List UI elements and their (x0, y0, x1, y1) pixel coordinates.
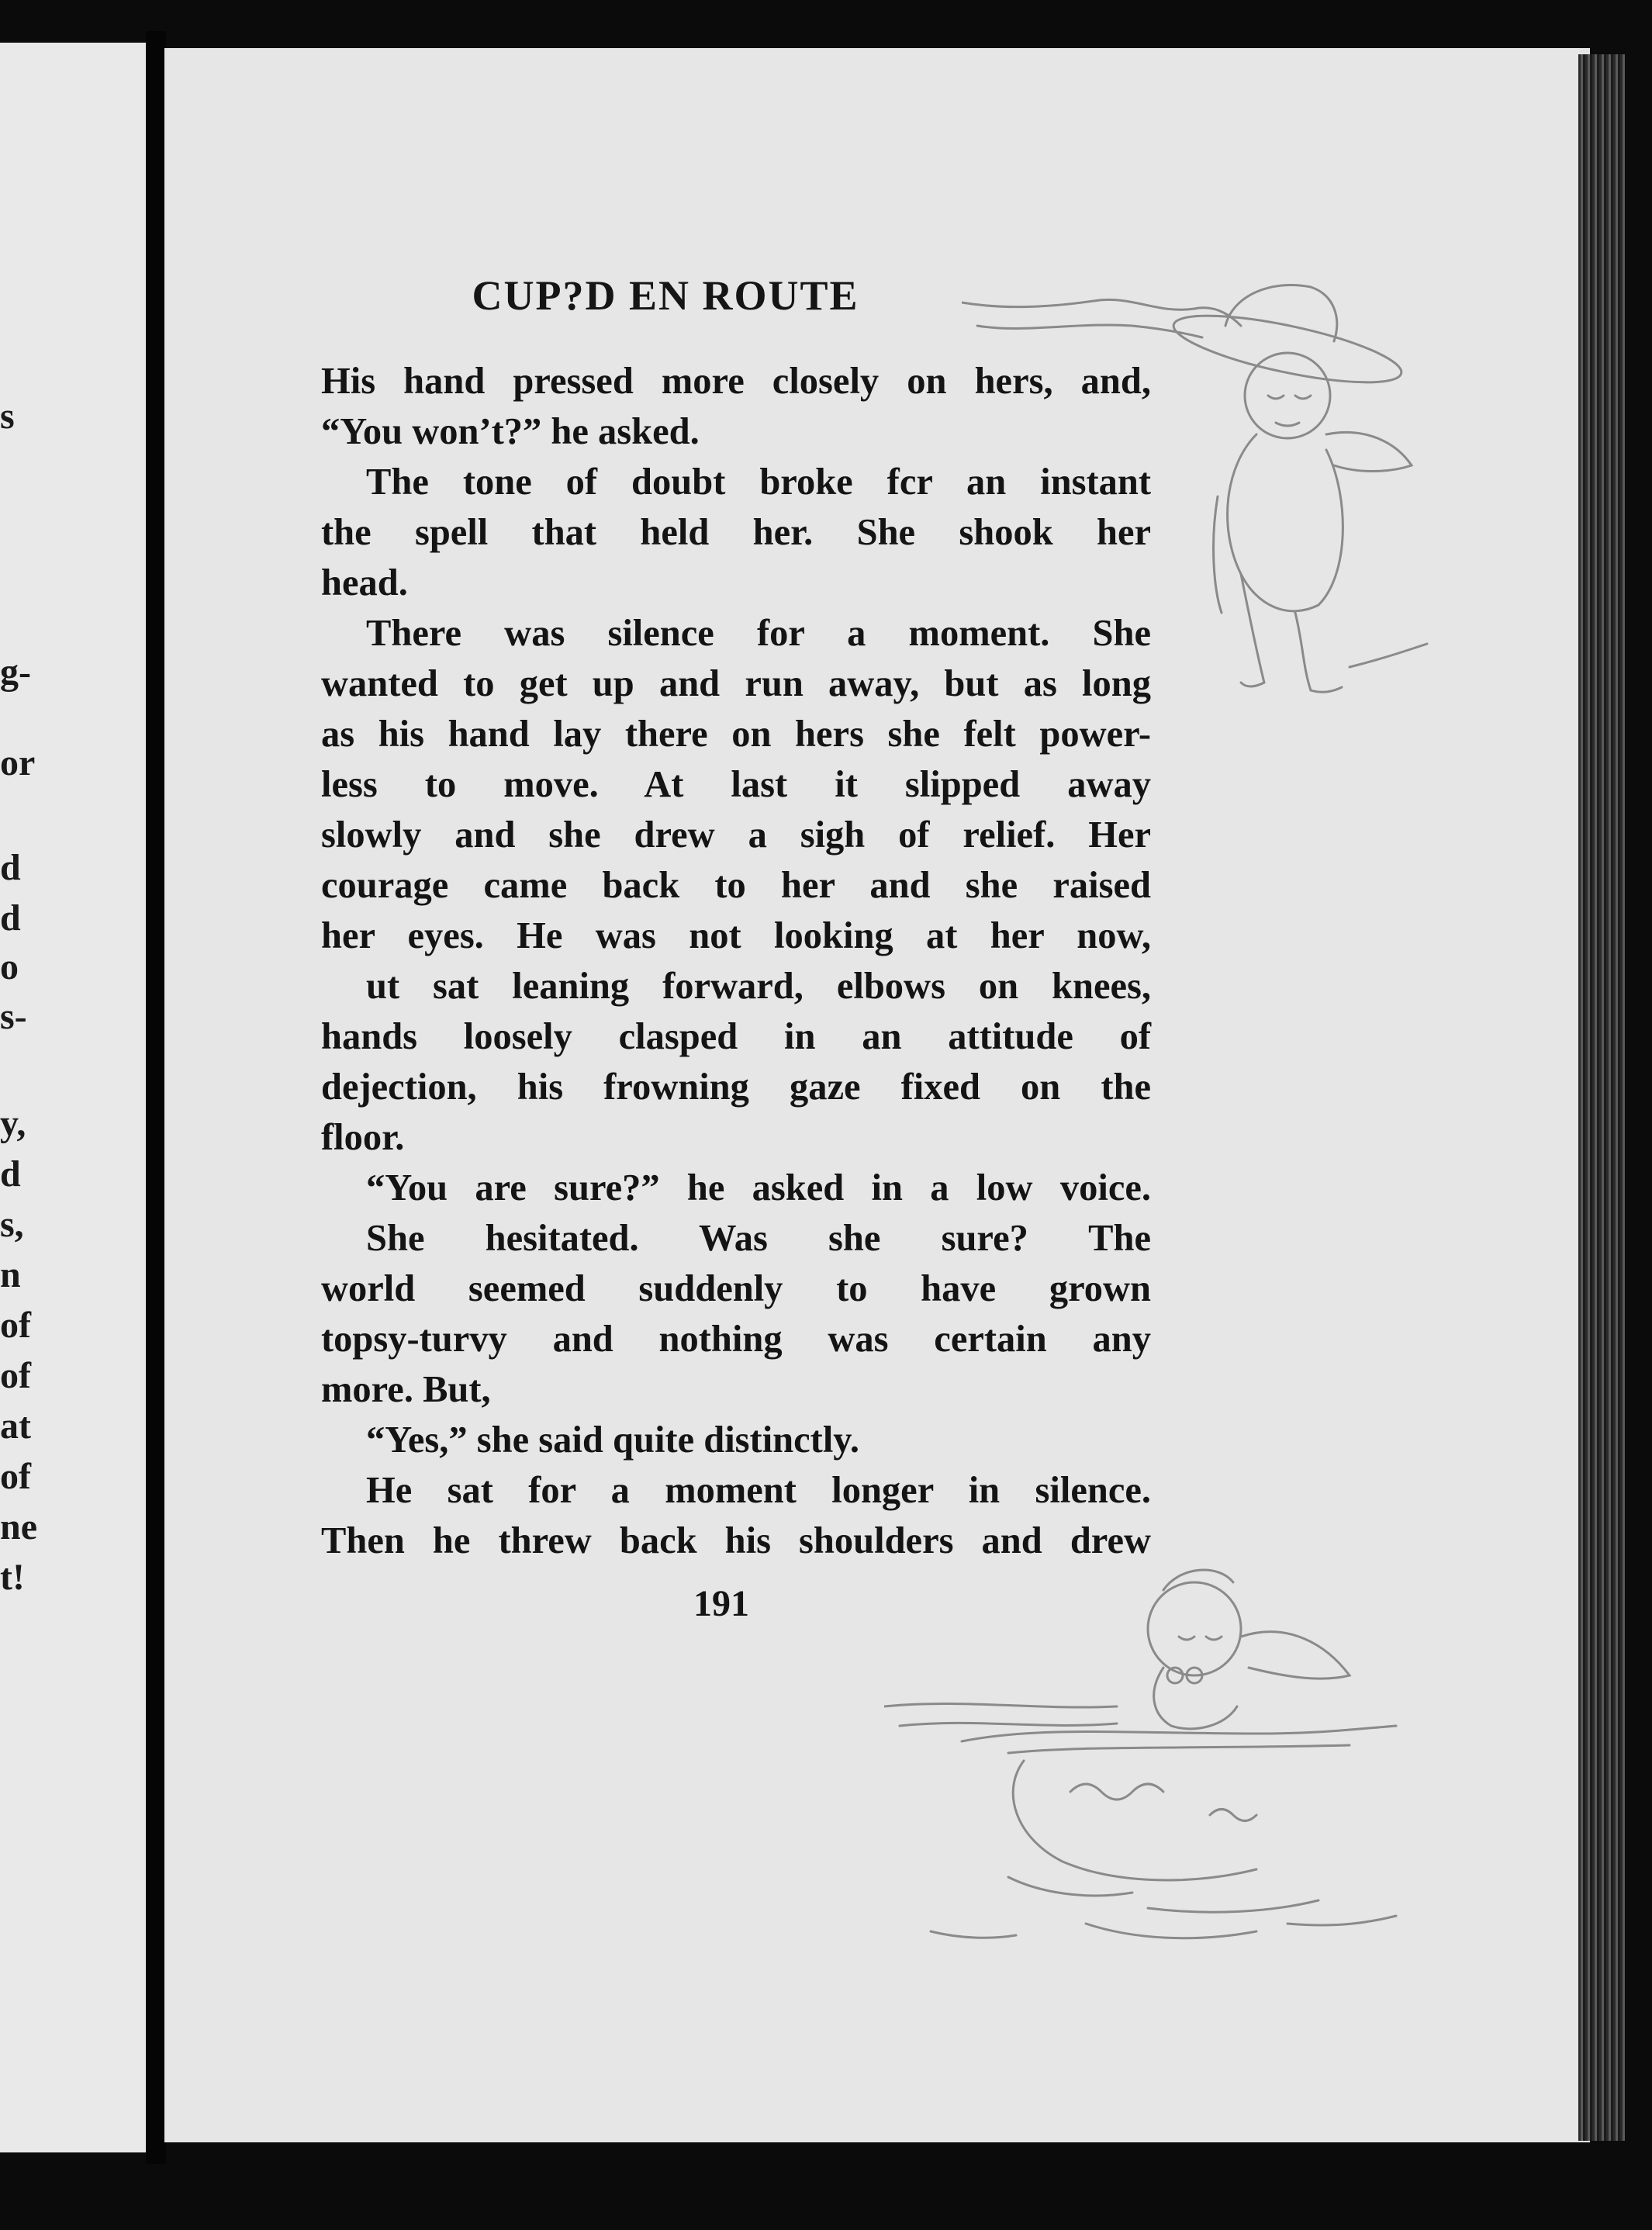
facing-page-fragment: s- (0, 996, 27, 1037)
facing-page-fragment: d (0, 847, 21, 888)
body-text-line: more. But, (321, 1369, 491, 1410)
facing-page-fragment: n (0, 1254, 21, 1295)
facing-page-fragment: ne (0, 1506, 37, 1547)
cupid-boat-sketch-illustration (884, 1559, 1443, 1993)
body-text-line: “You won’t?” he asked. (321, 411, 700, 452)
body-text-line: slowly and she drew a sigh of relief. Her (321, 814, 1151, 856)
facing-page-fragment: at (0, 1405, 31, 1447)
body-text-line: “You are sure?” he asked in a low voice. (366, 1167, 1151, 1208)
facing-page-fragment: s (0, 396, 15, 437)
body-text-line: The tone of doubt broke fcr an instant (366, 462, 1151, 503)
book-gutter (146, 31, 166, 2164)
facing-page-fragment: d (0, 1153, 21, 1195)
facing-page-edge (0, 43, 147, 2152)
facing-page-fragment: o (0, 946, 19, 987)
facing-page-fragment: y, (0, 1103, 26, 1144)
body-text-line: her eyes. He was not looking at her now, (321, 915, 1151, 956)
body-text-line: There was silence for a moment. She (366, 613, 1151, 654)
body-text-line: She hesitated. Was she sure? The (366, 1218, 1151, 1259)
body-text-line: hands loosely clasped in an attitude of (321, 1016, 1151, 1057)
facing-page-fragment: of (0, 1305, 31, 1346)
facing-page-fragment: g- (0, 652, 31, 693)
cupid-hat-sketch-illustration (962, 279, 1443, 729)
body-text-line: dejection, his frowning gaze fixed on the (321, 1067, 1151, 1108)
body-text-line: Then he threw back his shoulders and drew (321, 1520, 1151, 1561)
body-text-line: floor. (321, 1117, 405, 1158)
body-text-line: wanted to get up and run away, but as long (321, 663, 1151, 704)
body-text-line: He sat for a moment longer in silence. (366, 1470, 1151, 1511)
body-text-line: His hand pressed more closely on hers, and, (321, 361, 1151, 402)
facing-page-fragment: of (0, 1456, 31, 1497)
page-number: 191 (693, 1583, 749, 1624)
body-text-line: head. (321, 562, 408, 603)
body-text-line: ut sat leaning forward, elbows on knees, (366, 966, 1151, 1007)
body-text-line: world seemed suddenly to have grown (321, 1268, 1151, 1309)
body-text-line: topsy-turvy and nothing was certain any (321, 1319, 1151, 1360)
body-text-line: less to move. At last it slipped away (321, 764, 1151, 805)
facing-page-fragment: or (0, 742, 36, 783)
running-head: CUP?D EN ROUTE (472, 272, 859, 319)
body-text-line: the spell that held her. She shook her (321, 512, 1151, 553)
facing-page-fragment: d (0, 897, 21, 939)
page-edge-stack (1578, 54, 1625, 2141)
body-text-line: “Yes,” she said quite distinctly. (366, 1419, 859, 1461)
body-text-line: courage came back to her and she raised (321, 865, 1151, 906)
facing-page-fragment: t! (0, 1557, 25, 1598)
facing-page-fragment: s, (0, 1204, 24, 1245)
body-text-line: as his hand lay there on hers she felt power- (321, 714, 1151, 755)
facing-page-fragment: of (0, 1355, 31, 1396)
